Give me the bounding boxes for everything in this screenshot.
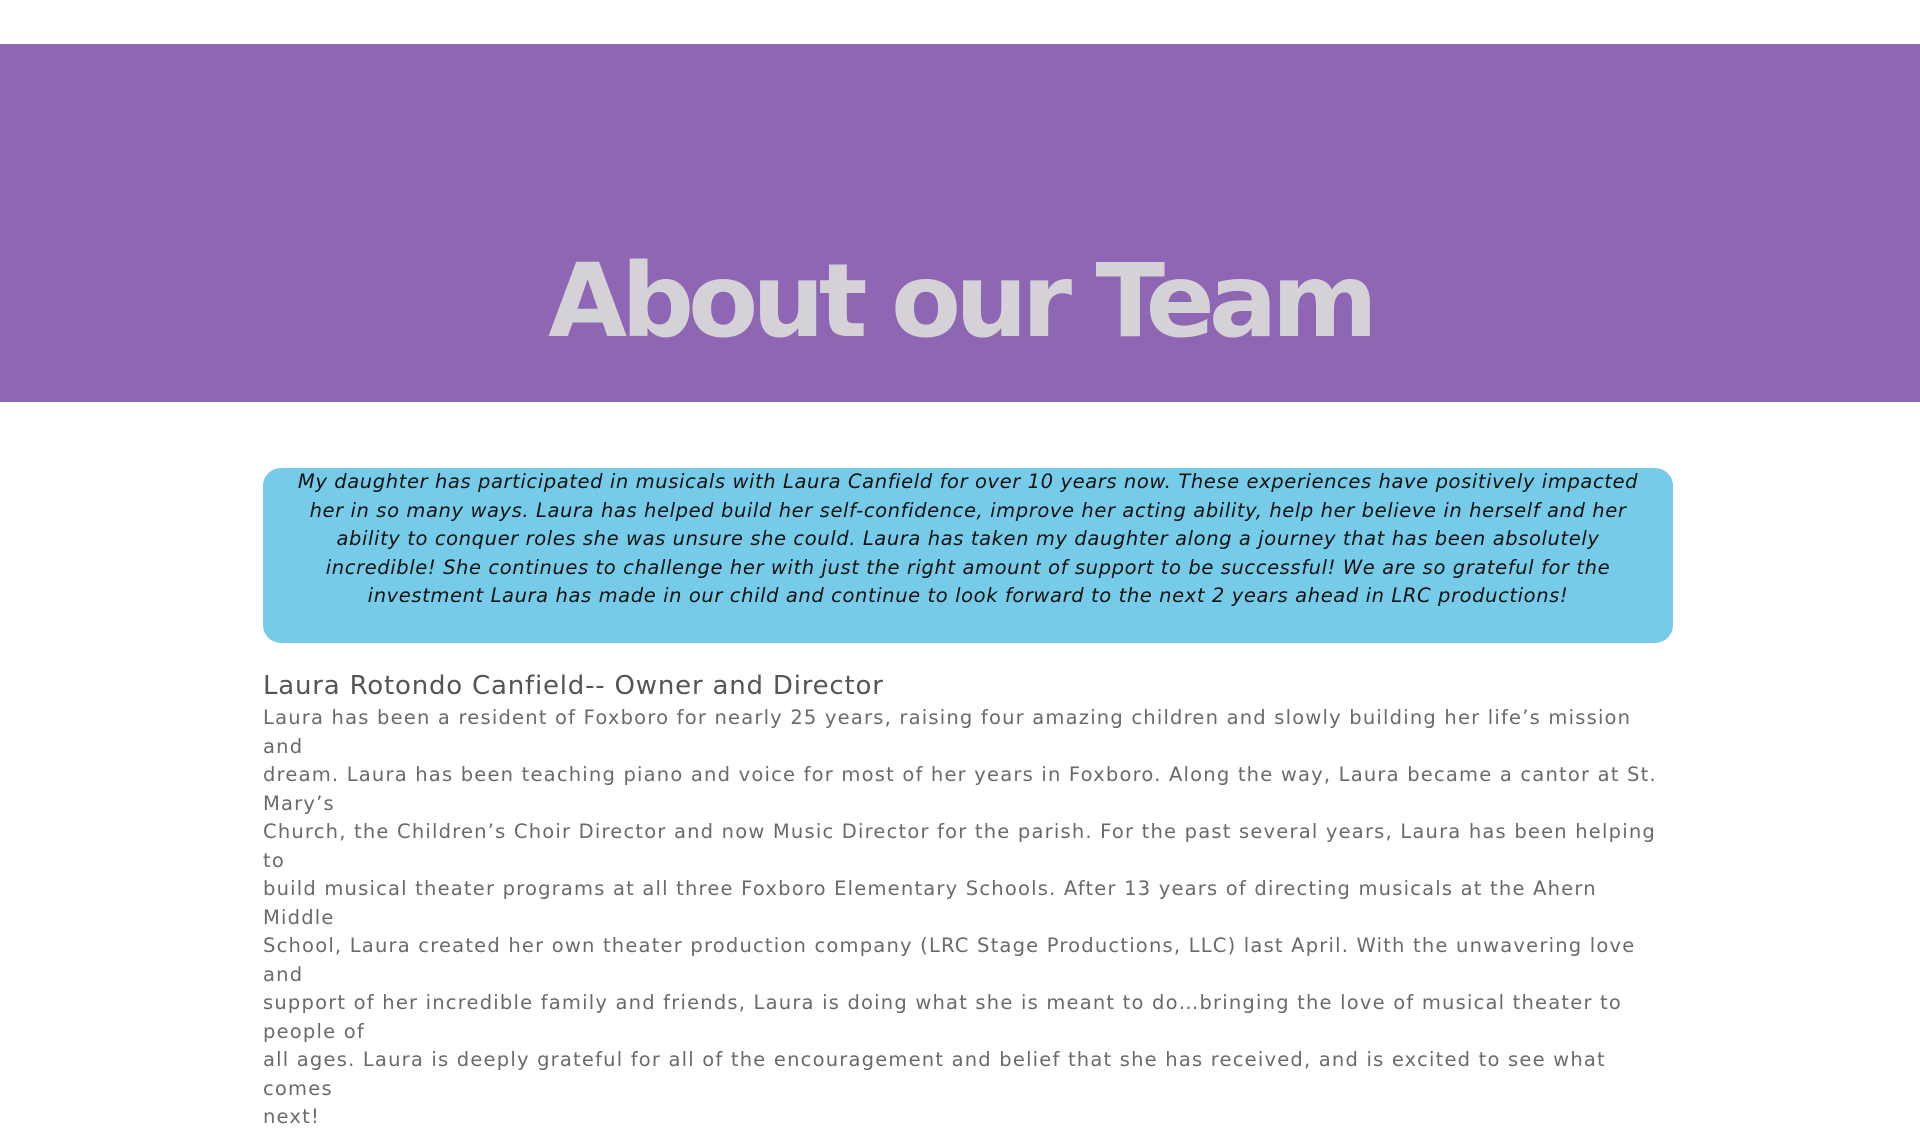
- page-title: About our Team: [548, 242, 1372, 361]
- testimonial-quote: [283, 468, 1653, 611]
- team-member-description: [263, 704, 1673, 1132]
- testimonial-line: ability to conquer roles she was unsure she could. Laura has taken my daughter along a journey that has been absolutely: [336, 527, 1600, 550]
- bio-line: Church, the Children’s Choir Director and now Music Director for the parish. For the past several years, Laura has been helping to: [263, 820, 1656, 872]
- testimonial-line: incredible! She continues to challenge her with just the right amount of support to be successful! We are so grateful for the: [325, 555, 1611, 579]
- bio-line: School, Laura created her own theater production company (LRC Stage Productions, LLC) last April. With the unwavering love and: [263, 934, 1636, 986]
- testimonial-line: investment Laura has made in our child and continue to look forward to the next 2 years ahead in LRC productions!: [367, 584, 1569, 607]
- bio-line: build musical theater programs at all three Foxboro Elementary Schools. After 13 years of directing musicals at the Ahern Middle: [263, 877, 1597, 929]
- page-banner: [0, 44, 1920, 402]
- testimonial-line: My daughter has participated in musicals with Laura Canfield for over 10 years now. These experiences have positively impacted: [297, 470, 1639, 493]
- testimonial-box: [263, 468, 1673, 643]
- bio-line: Laura has been a resident of Foxboro for nearly 25 years, raising four amazing children and slowly building her life’s mission and: [263, 706, 1632, 758]
- testimonial-line: her in so many ways. Laura has helped build her self-confidence, improve her acting ability, help her believe in herself and her: [309, 498, 1627, 522]
- bio-line: support of her incredible family and friends, Laura is doing what she is meant to do…bringing the love of musical theater to people of: [263, 991, 1623, 1043]
- bio-line: dream. Laura has been teaching piano and voice for most of her years in Foxboro. Along the way, Laura became a cantor at St. Mary’s: [263, 763, 1657, 815]
- team-member-name: Laura Rotondo Canfield-- Owner and Director: [263, 671, 884, 701]
- bio-line: all ages. Laura is deeply grateful for all of the encouragement and belief that she has received, and is excited to see what comes: [263, 1048, 1606, 1100]
- team-member-bio: [263, 668, 1673, 1132]
- bio-line: next!: [263, 1105, 321, 1128]
